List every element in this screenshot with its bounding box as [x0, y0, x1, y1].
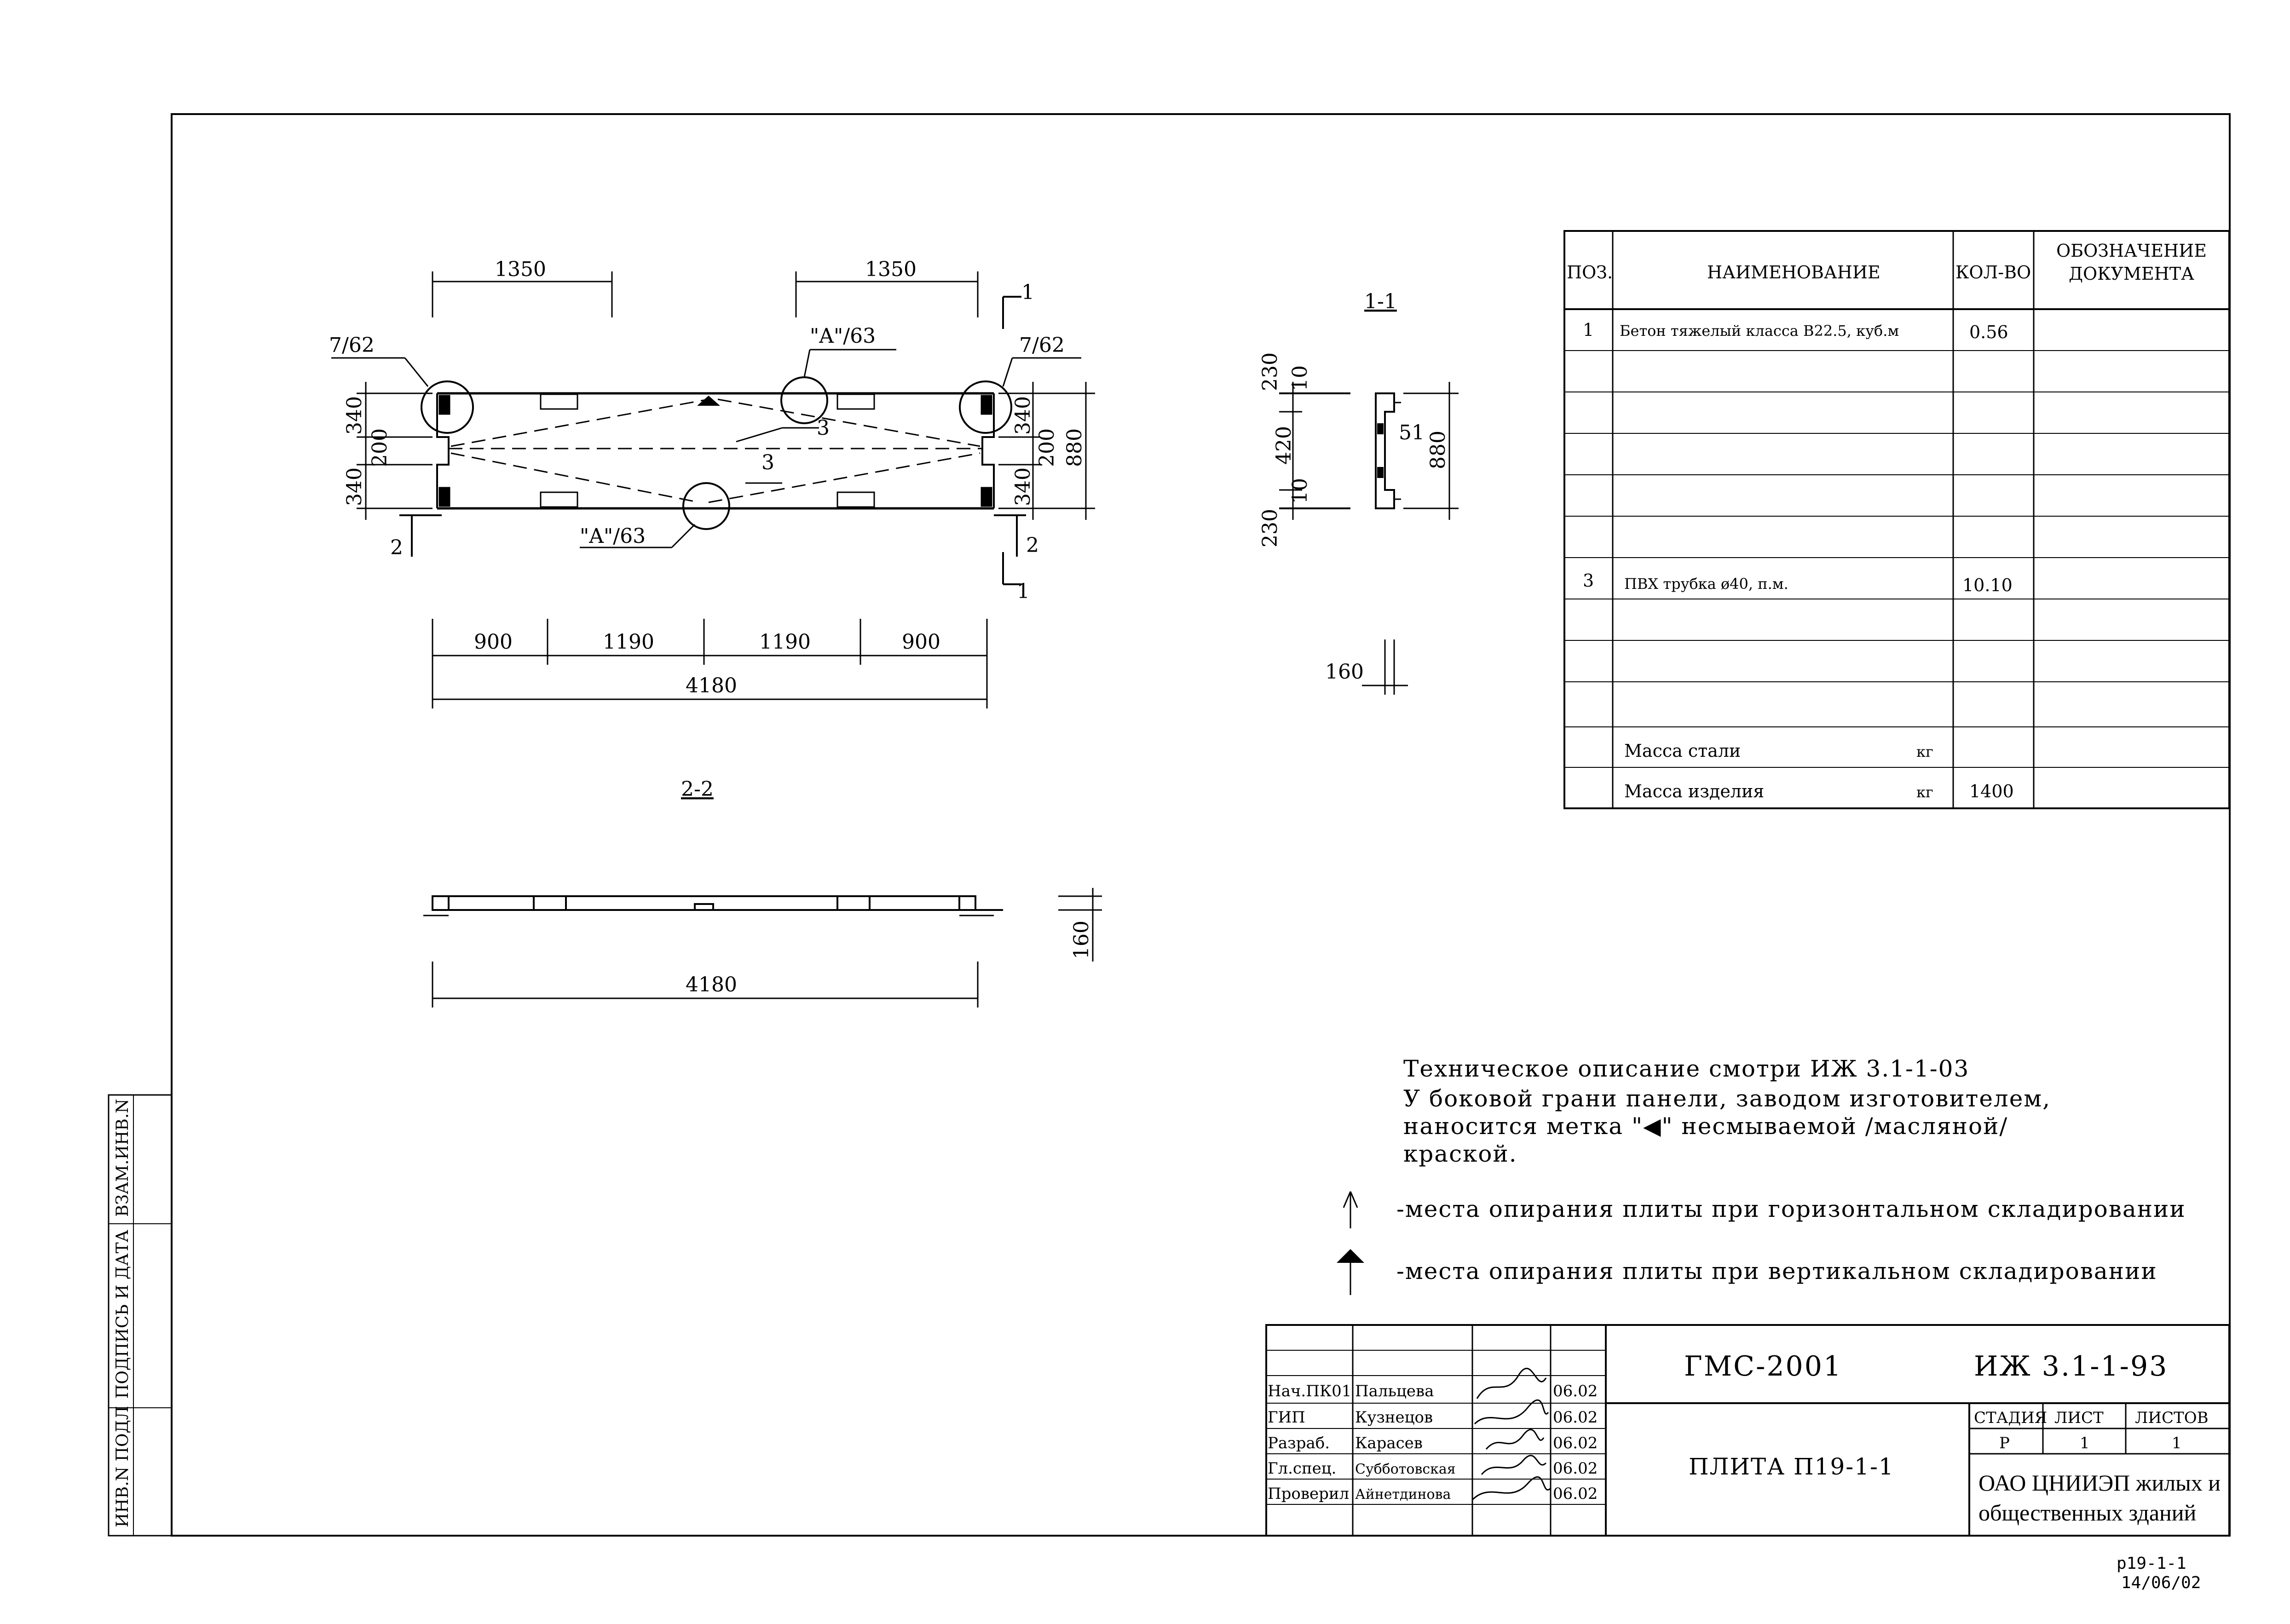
pos-label-3-top: 3 [817, 416, 830, 440]
note-line-4: краской. [1403, 1140, 1517, 1167]
note-line-2: У боковой грани панели, заводом изготовителем, [1403, 1085, 2051, 1112]
section-1-1-dim-880: 880 [1426, 431, 1450, 469]
legend-vertical-storage: -места опирания плиты при вертикальном складировании [1396, 1258, 2157, 1284]
title-sheets-header: ЛИСТОВ [2135, 1409, 2209, 1427]
signer-3-date: 06.02 [1553, 1434, 1598, 1452]
title-product: ПЛИТА П19-1-1 [1689, 1453, 1894, 1480]
signer-1-date: 06.02 [1553, 1382, 1598, 1400]
title-sheet-value: 1 [2080, 1434, 2090, 1452]
signer-2-role: ГИП [1268, 1408, 1305, 1427]
signer-3-role: Разраб. [1268, 1434, 1330, 1452]
signatures-icon [1472, 1368, 1551, 1500]
section-1-1-title: 1-1 [1364, 290, 1397, 313]
spec-mass-item-label: Масса изделия [1624, 781, 1765, 801]
section-mark-1-top: 1 [1021, 281, 1034, 304]
plan-dim-1190-b: 1190 [759, 630, 811, 654]
title-org-line-1: ОАО ЦНИИЭП жилых и [1979, 1470, 2221, 1496]
section-2-2-dim-160: 160 [1070, 921, 1093, 959]
signer-4-date: 06.02 [1553, 1459, 1598, 1478]
callout-a-63-top: "A"/63 [810, 324, 876, 348]
signer-2-date: 06.02 [1553, 1408, 1598, 1427]
spec-row-1-pos: 1 [1583, 320, 1594, 340]
callout-7-62-right: 7/62 [1019, 334, 1065, 357]
title-stage-value: Р [1999, 1434, 2010, 1452]
spec-mass-item-unit: кг [1916, 783, 1933, 801]
plan-dim-1190-a: 1190 [603, 630, 654, 654]
spec-header-doc-box [2036, 239, 2227, 304]
plan-right-dim-340-top: 340 [1011, 396, 1035, 435]
spec-table [1564, 231, 2229, 808]
plan-left-dim-200: 200 [368, 428, 392, 467]
spec-row-3-qty: 10.10 [1962, 575, 2013, 595]
callout-7-62-left: 7/62 [329, 334, 375, 357]
section-1-1-dims [1279, 382, 1459, 695]
title-project: ГМС-2001 [1684, 1350, 1843, 1382]
spec-mass-item-value: 1400 [1969, 781, 2014, 801]
side-stamp [109, 1095, 172, 1536]
arrow-up-icon [1344, 1192, 1357, 1228]
title-sheet-header: ЛИСТ [2054, 1409, 2104, 1427]
plan-dim-900-right: 900 [902, 630, 940, 654]
section-1-1-dim-230-top: 230 [1258, 352, 1282, 391]
outer-frame [172, 114, 2230, 1536]
title-doc-code: ИЖ 3.1-1-93 [1974, 1350, 2169, 1382]
legend-horizontal-storage: -места опирания плиты при горизонтальном складировании [1396, 1196, 2186, 1222]
spec-header-doc: ОБОЗНАЧЕНИЕ ДОКУМЕНТА [2056, 241, 2207, 284]
title-org-line-2: общественных зданий [1979, 1500, 2197, 1526]
spec-header-pos: ПОЗ. [1567, 262, 1613, 282]
spec-header-name: НАИМЕНОВАНИЕ [1707, 262, 1880, 282]
plan-dim-880: 880 [1063, 428, 1086, 467]
title-stage-header: СТАДИЯ [1974, 1409, 2048, 1427]
section-mark-2 [399, 515, 1026, 557]
signer-4-name: Субботовская [1355, 1461, 1456, 1477]
side-stamp-inv-podl: ИНВ.N ПОДЛ [113, 1406, 132, 1527]
spec-row-3-name: ПВХ трубка ø40, п.м. [1624, 575, 1788, 593]
signer-1-role: Нач.ПК01 [1268, 1382, 1352, 1400]
spec-mass-steel-unit: кг [1916, 743, 1933, 760]
signer-3-name: Карасев [1355, 1434, 1423, 1452]
section-1-1-dim-10-top: 10 [1288, 365, 1312, 391]
section-1-1-dim-230-bottom: 230 [1258, 509, 1282, 547]
signer-5-date: 06.02 [1553, 1485, 1598, 1503]
section-2-2-dim-4180: 4180 [686, 973, 737, 996]
section-mark-2-right: 2 [1026, 534, 1039, 557]
plan-left-dim-340-bottom: 340 [343, 467, 366, 506]
plan-right-dim-200: 200 [1035, 428, 1059, 467]
spec-row-1-name: Бетон тяжелый класса В22.5, куб.м [1620, 322, 1899, 340]
title-sheets-value: 1 [2172, 1434, 2182, 1452]
plan-right-dim-340-bottom: 340 [1011, 467, 1035, 506]
signer-2-name: Кузнецов [1355, 1408, 1433, 1427]
section-1-1-dim-51: 51 [1399, 421, 1425, 444]
side-stamp-signature-date: ПОДПИСЬ И ДАТА [113, 1230, 132, 1399]
signer-4-role: Гл.спец. [1268, 1459, 1337, 1478]
plan-left-dim-340-top: 340 [343, 396, 366, 435]
section-1-1-dim-420: 420 [1272, 426, 1296, 465]
section-2-2-title: 2-2 [681, 777, 714, 801]
triangle-mark-icon [1337, 1249, 1364, 1295]
spec-mass-steel-label: Масса стали [1624, 741, 1741, 761]
section-2-2-drawing [423, 896, 1003, 916]
plan-view [421, 377, 1011, 529]
section-1-1-dim-10-bottom: 10 [1288, 478, 1312, 504]
section-mark-1-bottom: 1 [1017, 580, 1030, 603]
footer-date: 14/06/02 [2121, 1573, 2201, 1592]
plan-dim-4180: 4180 [686, 674, 737, 697]
plan-dim-1350-right: 1350 [865, 258, 917, 281]
note-line-3: наносится метка "◀" несмываемой /масляной/ [1403, 1113, 2008, 1140]
pos-label-3-bottom: 3 [761, 451, 774, 474]
section-1-1-dim-160: 160 [1325, 660, 1364, 684]
section-1-1-drawing [1376, 393, 1401, 508]
signer-5-role: Проверил [1268, 1485, 1350, 1503]
signer-1-name: Пальцева [1355, 1382, 1434, 1400]
plan-dim-900-left: 900 [474, 630, 513, 654]
spec-row-1-qty: 0.56 [1969, 322, 2008, 342]
side-stamp-vzam-inv: ВЗАМ.ИНВ.N [113, 1099, 132, 1217]
note-line-1: Техническое описание смотри ИЖ 3.1-1-03 [1403, 1055, 1970, 1082]
footer-file: p19-1-1 [2117, 1554, 2186, 1573]
signer-5-name: Айнетдинова [1355, 1486, 1451, 1503]
callout-a-63-bottom: "A"/63 [580, 524, 646, 548]
section-mark-2-left: 2 [390, 536, 403, 559]
plan-dim-1350-left: 1350 [495, 258, 546, 281]
spec-row-3-pos: 3 [1583, 570, 1594, 591]
section-mark-1 [1003, 297, 1021, 584]
spec-header-qty: КОЛ-ВО [1955, 262, 2031, 282]
